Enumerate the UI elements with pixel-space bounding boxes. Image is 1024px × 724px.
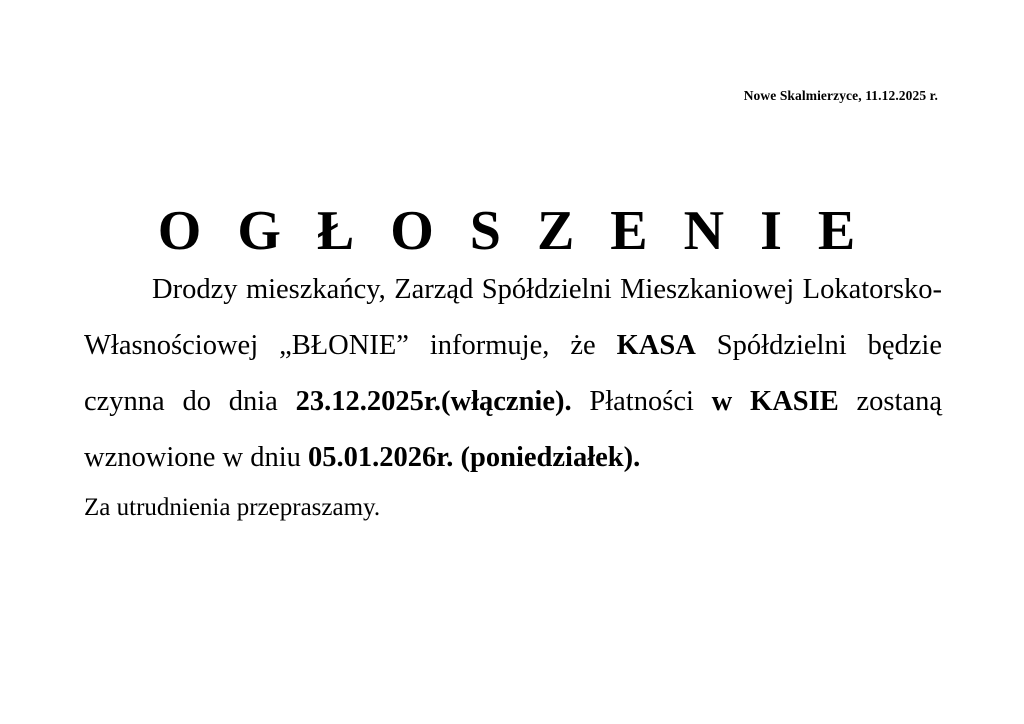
paragraph-text-4: zostaną wznowione w dniu xyxy=(84,386,942,473)
closing-line: Za utrudnienia przepraszamy. xyxy=(84,494,381,521)
announcement-body xyxy=(84,262,942,530)
paragraph-text-1: Drodzy mieszkańcy, Zarząd Spółdzielni Mieszkaniowej Lokatorsko-Własnościowej „BŁONIE” informuje, że xyxy=(84,274,942,361)
paragraph-bold-reopen-date: 05.01.2026r. (poniedziałek). xyxy=(308,442,641,473)
paragraph-bold-w-kasie: w KASIE xyxy=(711,386,839,417)
page-title: O G Ł O S Z E N I E xyxy=(157,199,867,262)
paragraph-text-3: Płatności xyxy=(571,386,712,417)
paragraph-bold-close-date: 23.12.2025r.(włącznie). xyxy=(295,386,572,417)
announcement-paragraph xyxy=(84,262,942,486)
paragraph-text-2: Spółdzielni będzie czynna do dnia xyxy=(84,330,942,417)
paragraph-bold-kasa: KASA xyxy=(616,330,696,361)
dateline: Nowe Skalmierzyce, 11.12.2025 r. xyxy=(743,88,938,103)
